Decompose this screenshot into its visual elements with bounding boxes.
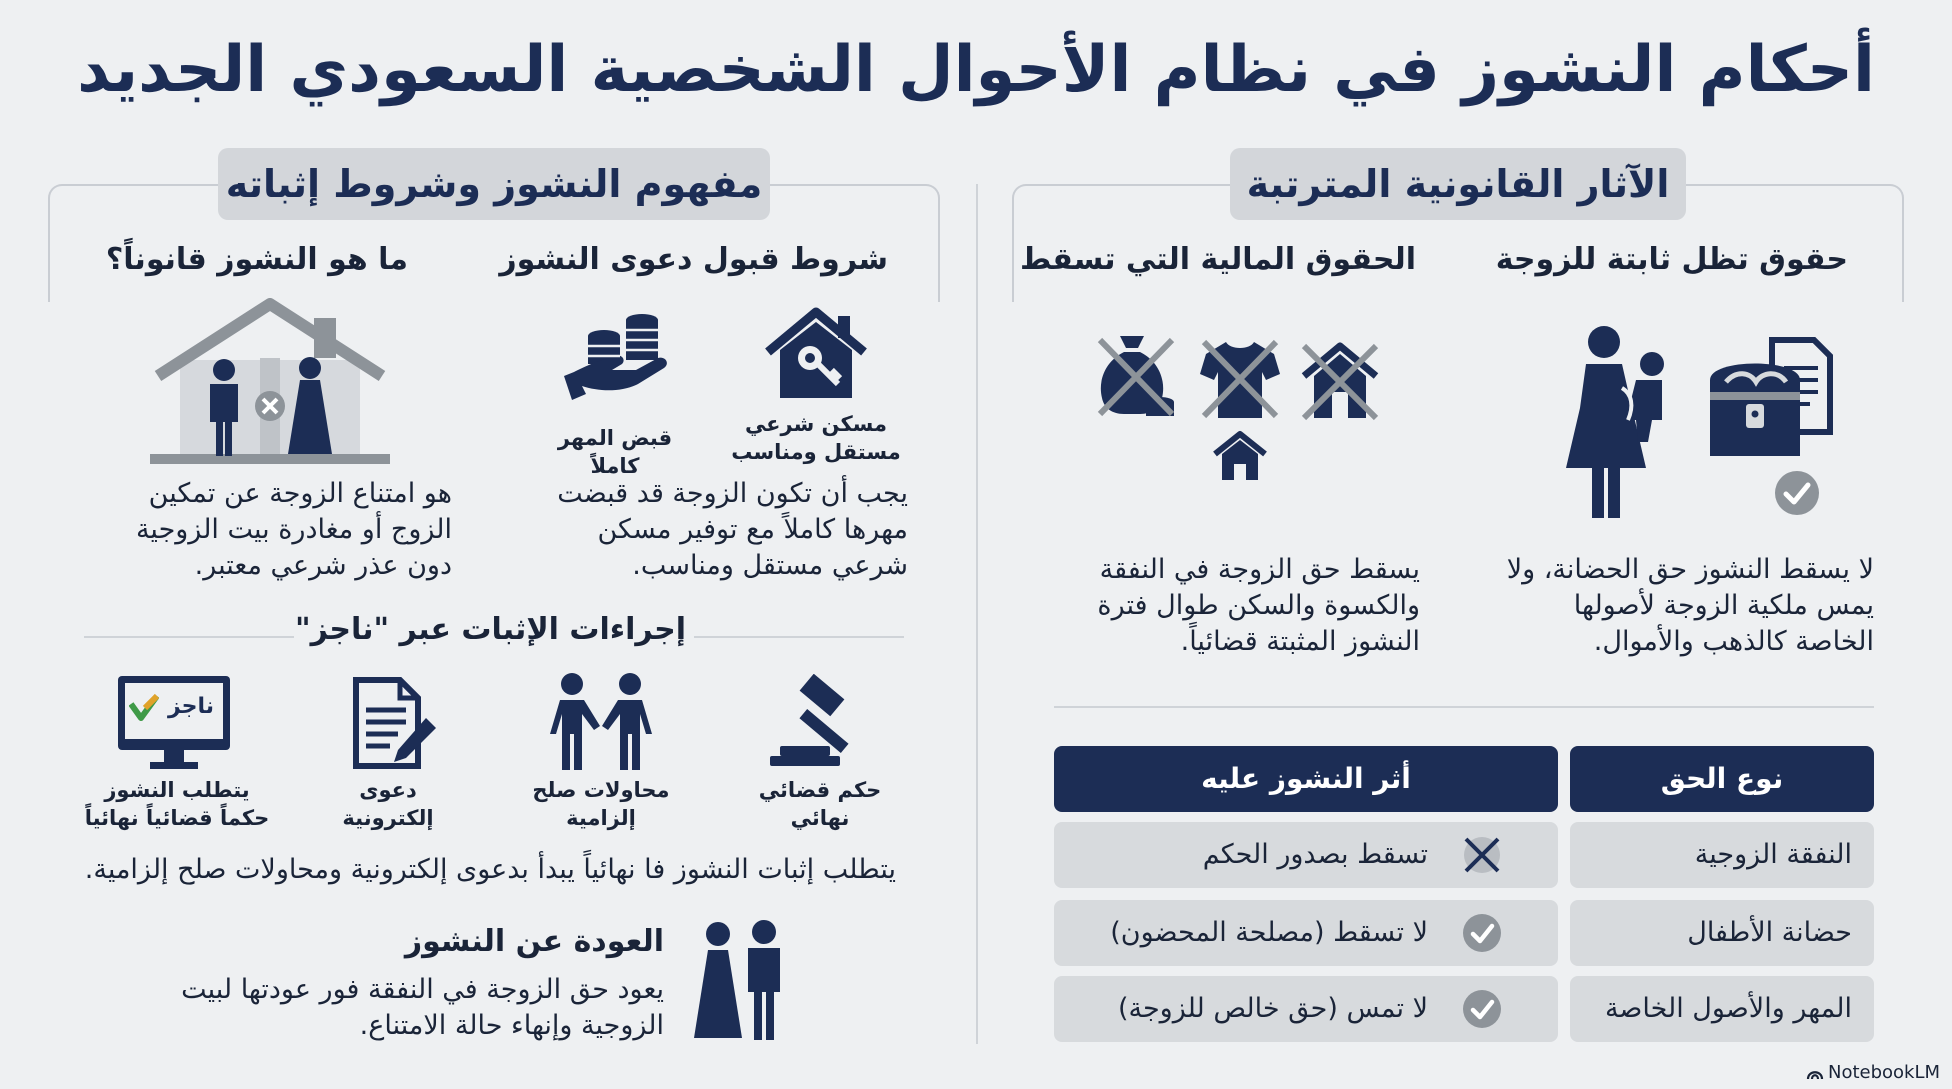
hand-coins-icon	[560, 310, 674, 406]
table-row	[1054, 976, 1558, 1042]
check-circle-icon	[1462, 913, 1502, 953]
lost-rights-title: الحقوق المالية التي تسقط	[1019, 242, 1416, 277]
proof-step-reconciliation: محاولات صلح إلزامية	[532, 778, 670, 830]
house-crossed-icon	[1300, 340, 1380, 422]
condition-label-dowry: قبض المهر كاملاً	[557, 426, 673, 478]
return-text: يعود حق الزوجة في النفقة فور عودتها لبيت الزوجية وإنهاء حالة الامتناع.	[181, 974, 664, 1041]
proof-divider-right	[694, 636, 904, 638]
table-cell-right-type: النفقة الزوجية	[1570, 822, 1874, 888]
proof-step-electronic-claim: دعوى إلكترونية	[342, 778, 434, 830]
lost-rights-text: يسقط حق الزوجة في النفقة والكسوة والسكن طوال فترة النشوز المثبتة قضائياً.	[1097, 554, 1420, 657]
house-separated-couple-icon	[150, 298, 390, 464]
table-cell-right-type: المهر والأصول الخاصة	[1570, 976, 1874, 1042]
brand-footer	[1806, 1062, 1950, 1083]
page-title: أحكام النشوز في نظام الأحوال الشخصية السعودي الجديد	[77, 33, 1875, 107]
table-header-effect: أثر النشوز عليه	[1054, 746, 1558, 812]
conditions-text: يجب أن تكون الزوجة قد قبضت مهرها كاملاً مع توفير مسكن شرعي مستقل ومناسب.	[557, 478, 908, 581]
najiz-screen-text: ناجز	[167, 694, 215, 719]
center-divider	[976, 184, 978, 1044]
right-panel-header: الآثار القانونية المترتبة	[1230, 148, 1686, 220]
small-house-icon	[1212, 430, 1268, 482]
table-row	[1054, 900, 1558, 966]
proof-step-final-ruling: يتطلب النشوز حكماً قضائياً نهائياً	[84, 778, 270, 830]
left-panel-header: مفهوم النشوز وشروط إثباته	[218, 148, 770, 220]
proof-divider-left	[84, 636, 294, 638]
return-title: العودة عن النشوز	[404, 924, 664, 959]
shirt-crossed-icon	[1198, 336, 1282, 422]
check-circle-icon	[1774, 470, 1820, 516]
table-cell-right-type: حضانة الأطفال	[1570, 900, 1874, 966]
couple-icon	[688, 920, 794, 1044]
table-cell-effect: لا تسقط (مصلحة المحضون)	[1110, 917, 1428, 948]
document-pen-icon	[352, 676, 438, 770]
table-header-right-type: نوع الحق	[1570, 746, 1874, 812]
table-row	[1054, 822, 1558, 888]
fixed-rights-text: لا يسقط النشوز حق الحضانة، ولا يمس ملكية الزوجة لأصولها الخاصة كالذهب والأموال.	[1506, 554, 1874, 657]
brand-name: NotebookLM	[1828, 1062, 1941, 1083]
brand-logo-icon	[1806, 1066, 1824, 1080]
money-bag-crossed-icon	[1096, 332, 1178, 422]
treasure-chest-document-icon	[1706, 336, 1836, 462]
handshake-icon	[546, 672, 656, 772]
conditions-title: شروط قبول دعوى النشوز	[499, 242, 888, 277]
check-circle-icon	[1462, 989, 1502, 1029]
gavel-icon	[764, 674, 874, 770]
table-cell-effect: تسقط بصدور الحكم	[1202, 839, 1428, 870]
mother-child-icon	[1560, 324, 1672, 520]
table-cell-effect: لا تمس (حق خالص للزوجة)	[1117, 993, 1428, 1024]
monitor-najiz-icon	[118, 676, 230, 770]
proof-step-judgment: حكم قضائي نهائي	[758, 778, 882, 830]
house-key-icon	[762, 306, 870, 402]
table-divider	[1054, 706, 1874, 708]
what-is-title: ما هو النشوز قانوناً؟	[105, 242, 408, 277]
fixed-rights-title: حقوق تظل ثابتة للزوجة	[1495, 242, 1848, 277]
proof-text: يتطلب إثبات النشوز فا نهائياً يبدأ بدعوى إلكترونية ومحاولات صلح إلزامية.	[84, 854, 896, 885]
what-is-text: هو امتناع الزوجة عن تمكين الزوج أو مغادرة بيت الزوجية دون عذر شرعي معتبر.	[135, 478, 452, 581]
proof-title: إجراءات الإثبات عبر "ناجز"	[295, 612, 686, 647]
condition-label-housing: مسكن شرعي مستقل ومناسب	[731, 412, 901, 464]
x-circle-icon	[1462, 835, 1502, 875]
checkmark-logo-icon	[131, 692, 159, 722]
